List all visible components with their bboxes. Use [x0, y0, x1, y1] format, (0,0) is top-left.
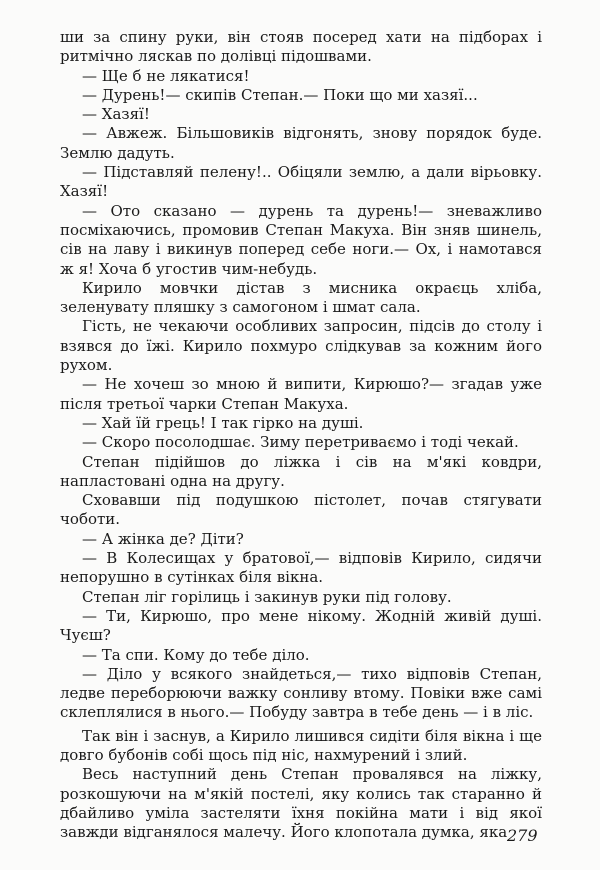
paragraph: — Підставляй пелену!.. Обіцяли землю, а дали вірьовку. Хазяї!: [60, 163, 542, 201]
paragraph: — В Колесищах у братової,— відповів Кирило, сидячи непорушно в сутінках біля вікна.: [60, 549, 542, 587]
paragraph: Степан підійшов до ліжка і сів на м'які ковдри, напластовані одна на другу.: [60, 452, 542, 490]
paragraph: — Діло у всякого знайдеться,— тихо відповів Степан, ледве переборюючи важку сонливу втому. Повіки вже самі склеплялися в нього.— Побуду завтра в тебе день — і в ліс.: [60, 664, 542, 722]
paragraph: — Хай їй грець! І так гірко на душі.: [82, 413, 364, 432]
paragraph: Гість, не чекаючи особливих запросин, підсів до столу і взявся до їжі. Кирило похмуро слідкував за кожним його рухом.: [60, 317, 542, 375]
paragraph: — Та спи. Кому до тебе діло.: [82, 645, 310, 664]
paragraph: Степан ліг горілиць і закинув руки під голову.: [82, 587, 452, 606]
paragraph: — Хазяї!: [82, 105, 150, 124]
paragraph: — Ото сказано — дурень та дурень!— зневажливо посміхаючись, промовив Степан Макуха. Він зняв шинель, сів на лаву і викинув поперед себе ноги.— Ох, і намотався ж я! Хоча б угостив чим-небудь.: [60, 201, 542, 278]
paragraph: — Ще б не лякатися!: [82, 66, 250, 85]
paragraph: — А жінка де? Діти?: [82, 529, 244, 548]
paragraph: Весь наступний день Степан провалявся на ліжку, розкошуючи на м'якій постелі, яку колись так старанно й дбайливо уміла застеляти їхня покійна мати і від якої завжди відганялося малечу. Його клопотала думка, яка: [60, 765, 542, 842]
paragraph: ши за спину руки, він стояв посеред хати на підборах і ритмічно ляскав по долівці підошвами.: [60, 28, 542, 66]
paragraph: Так він і заснув, а Кирило лишився сидіти біля вікна і ще довго бубонів собі щось під ніс, нахмурений і злий.: [60, 726, 542, 764]
paragraph: — Дурень!— скипів Степан.— Поки що ми хазяї...: [82, 85, 478, 104]
paragraph: — Скоро посолодшає. Зиму перетриваємо і тоді чекай.: [82, 433, 519, 452]
page-text: [60, 28, 542, 842]
paragraph: — Не хочеш зо мною й випити, Кирюшо?— згадав уже після третьої чарки Степан Макуха.: [60, 375, 542, 413]
paragraph: — Авжеж. Більшовиків відгонять, знову порядок буде. Землю дадуть.: [60, 124, 542, 162]
paragraph: Сховавши під подушкою пістолет, почав стягувати чоботи.: [60, 491, 542, 529]
page-number: 279: [507, 826, 538, 845]
paragraph: Кирило мовчки дістав з мисника окраєць хліба, зеленувату пляшку з самогоном і шмат сала.: [60, 278, 542, 317]
paragraph: — Ти, Кирюшо, про мене нікому. Жодній живій душі. Чуєш?: [60, 606, 542, 645]
